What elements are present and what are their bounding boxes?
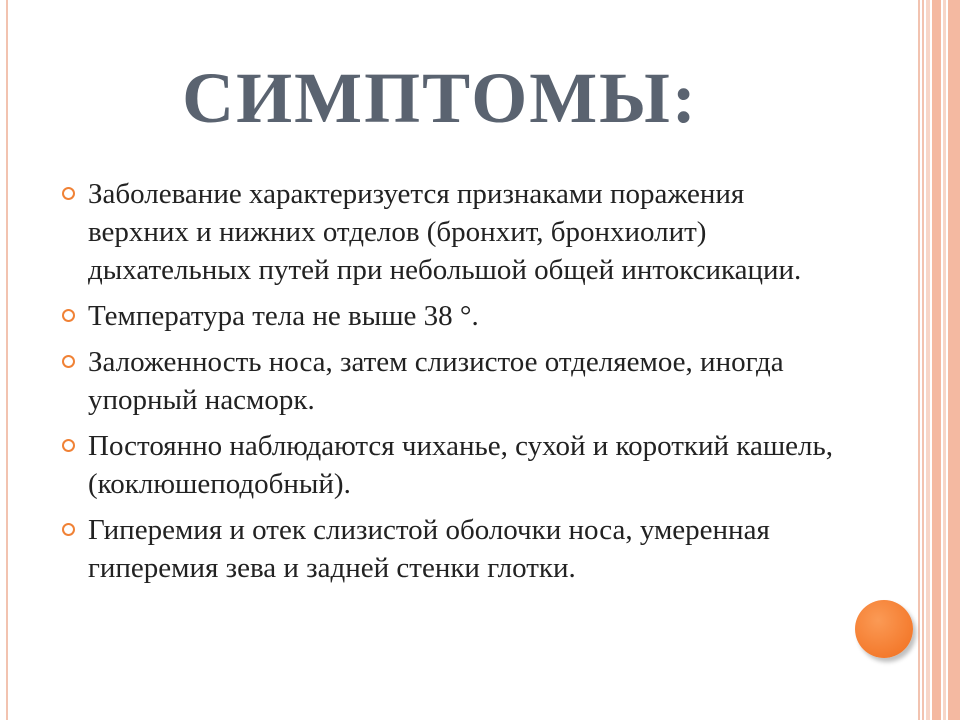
bullet-item [62,297,842,335]
slide-title: СИМПТОМЫ: [182,58,698,138]
bullet-item [62,511,842,587]
circle-bullet-icon [62,309,75,322]
orange-circle-decoration [855,600,913,658]
stripe [926,0,930,720]
right-decorative-stripes [918,0,960,720]
stripe [922,0,924,720]
circle-bullet-icon [62,523,75,536]
stripe [948,0,960,720]
bullet-item [62,175,842,289]
stripe [932,0,941,720]
stripe [943,0,946,720]
bullet-text: Температура тела не выше 38 °. [88,300,479,332]
left-border-line [6,0,8,720]
bullet-text: Постоянно наблюдаются чиханье, сухой и короткий кашель, (коклюшеподобный). [88,430,833,500]
bullet-list [62,175,842,595]
circle-bullet-icon [62,355,75,368]
bullet-item [62,427,842,503]
bullet-text: Заболевание характеризуется признаками поражения верхних и нижних отделов (бронхит, бронхиолит) дыхательных путей при небольшой общей интоксикации. [88,178,802,286]
stripe [918,0,920,720]
bullet-text: Гиперемия и отек слизистой оболочки носа, умеренная гиперемия зева и задней стенки глотки. [88,514,770,584]
bullet-item [62,343,842,419]
bullet-text: Заложенность носа, затем слизистое отделяемое, иногда упорный насморк. [88,346,784,416]
circle-bullet-icon [62,439,75,452]
circle-bullet-icon [62,187,75,200]
